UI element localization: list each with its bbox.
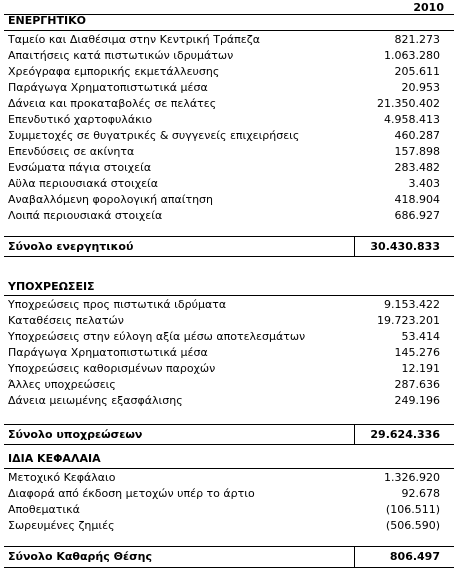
equity-row: Μετοχικό Κεφάλαιο 1.326.920 — [8, 471, 440, 484]
assets-row: Χρεόγραφα εμπορικής εκμετάλλευσης 205.611 — [8, 65, 440, 78]
assets-row: Αναβαλλόμενη φορολογική απαίτηση 418.904 — [8, 193, 440, 206]
assets-row: Απαιτήσεις κατά πιστωτικών ιδρυμάτων 1.063.280 — [8, 49, 440, 62]
assets-row: Παράγωγα Χρηματοπιστωτικά μέσα 20.953 — [8, 81, 440, 94]
equity-total-row: Σύνολο Καθαρής Θέσης 806.497 — [8, 550, 440, 563]
liabilities-row: Υποχρεώσεις καθορισμένων παροχών 12.191 — [8, 362, 440, 375]
liabilities-title-rule — [4, 295, 454, 296]
liabilities-total-top-rule — [4, 424, 454, 425]
year-header: 2010 — [413, 1, 444, 14]
assets-row: Ταμείο και Διαθέσιμα στην Κεντρική Τράπεζα 821.273 — [8, 33, 440, 46]
assets-total-bottom-rule — [4, 256, 454, 257]
liabilities-row: Καταθέσεις πελατών 19.723.201 — [8, 314, 440, 327]
liabilities-row: Δάνεια μειωμένης εξασφάλισης 249.196 — [8, 394, 440, 407]
assets-row: Επενδυτικό χαρτοφυλάκιο 4.958.413 — [8, 113, 440, 126]
liabilities-row: Υποχρεώσεις στην εύλογη αξία μέσω αποτελεσμάτων 53.414 — [8, 330, 440, 343]
assets-row: Δάνεια και προκαταβολές σε πελάτες 21.350.402 — [8, 97, 440, 110]
liabilities-row: Άλλες υποχρεώσεις 287.636 — [8, 378, 440, 391]
equity-total-bottom-rule — [4, 567, 454, 568]
assets-section-title: ΕΝΕΡΓΗΤΙΚΟ — [8, 14, 86, 27]
assets-total-top-rule — [4, 236, 454, 237]
equity-title-rule — [4, 468, 454, 469]
assets-row: Επενδύσεις σε ακίνητα 157.898 — [8, 145, 440, 158]
equity-row: Διαφορά από έκδοση μετοχών υπέρ το άρτιο 92.678 — [8, 487, 440, 500]
liabilities-row: Υποχρεώσεις προς πιστωτικά ιδρύματα 9.153.422 — [8, 298, 440, 311]
liabilities-row: Παράγωγα Χρηματοπιστωτικά μέσα 145.276 — [8, 346, 440, 359]
assets-row: Λοιπά περιουσιακά στοιχεία 686.927 — [8, 209, 440, 222]
equity-row: Αποθεματικά (106.511) — [8, 503, 440, 516]
assets-row: Αϋλα περιουσιακά στοιχεία 3.403 — [8, 177, 440, 190]
liabilities-total-row: Σύνολο υποχρεώσεων 29.624.336 — [8, 428, 440, 441]
liabilities-section-title: ΥΠΟΧΡΕΩΣΕΙΣ — [8, 280, 95, 293]
assets-row: Συμμετοχές σε θυγατρικές & συγγενείς επιχειρήσεις 460.287 — [8, 129, 440, 142]
assets-title-rule — [4, 30, 454, 31]
equity-total-top-rule — [4, 546, 454, 547]
assets-total-row: Σύνολο ενεργητικού 30.430.833 — [8, 240, 440, 253]
assets-row: Ενσώματα πάγια στοιχεία 283.482 — [8, 161, 440, 174]
equity-row: Σωρευμένες ζημιές (506.590) — [8, 519, 440, 532]
equity-section-title: ΙΔΙΑ ΚΕΦΑΛΑΙΑ — [8, 452, 101, 465]
liabilities-total-bottom-rule — [4, 444, 454, 445]
